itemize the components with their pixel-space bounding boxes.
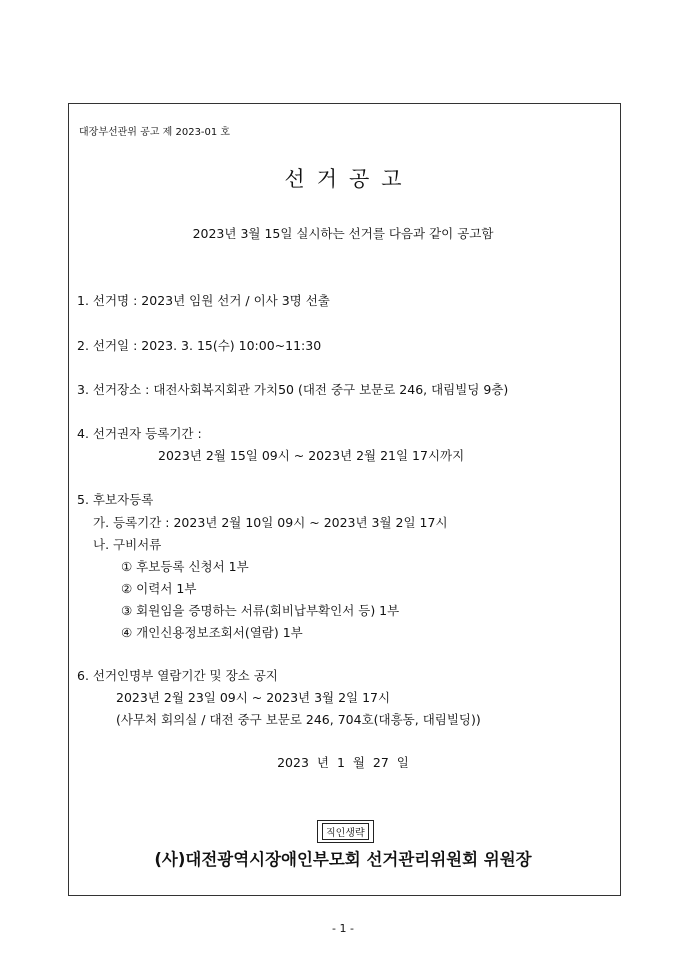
voter-list-period: 2023년 2월 23일 09시 ~ 2023년 3월 2일 17시 [116,690,391,705]
item-voter-registration: 4. 선거권자 등록기간 : [77,426,202,441]
intro-text: 2023년 3월 15일 실시하는 선거를 다음과 같이 공고함 [192,226,494,241]
required-document-item: ② 이력서 1부 [121,581,197,596]
notice-number: 대장부선관위 공고 제 2023-01 호 [79,127,231,138]
required-documents-heading: 나. 구비서류 [93,537,162,552]
item-election-date: 2. 선거일 : 2023. 3. 15(수) 10:00~11:30 [77,338,322,353]
signature-line: (사)대전광역시장애인부모회 선거관리위원회 위원장 [154,850,532,869]
candidate-registration-period: 가. 등록기간 : 2023년 2월 10일 09시 ~ 2023년 3월 2일 17시 [93,515,448,530]
item-candidate-registration: 5. 후보자등록 [77,492,154,507]
stamp-label: 직인생략 [322,823,369,840]
required-document-item: ④ 개인신용정보조회서(열람) 1부 [121,625,303,640]
item-election-name: 1. 선거명 : 2023년 임원 선거 / 이사 3명 선출 [77,293,330,308]
required-document-item: ① 후보등록 신청서 1부 [121,559,249,574]
seal-omitted-stamp [317,820,374,843]
item-election-venue: 3. 선거장소 : 대전사회복지회관 가치50 (대전 중구 보문로 246, 대림빌딩 9층) [77,382,509,397]
page-number: - 1 - [332,922,354,935]
notice-date: 2023 년 1 월 27 일 [277,755,409,770]
item-voter-list-inspection: 6. 선거인명부 열람기간 및 장소 공지 [77,668,278,683]
voter-list-location: (사무처 회의실 / 대전 중구 보문로 246, 704호(대흥동, 대림빌딩)) [116,712,481,727]
document-title: 선거공고 [284,167,414,191]
required-document-item: ③ 회원임을 증명하는 서류(회비납부확인서 등) 1부 [121,603,400,618]
voter-registration-period: 2023년 2월 15일 09시 ~ 2023년 2월 21일 17시까지 [158,448,465,463]
